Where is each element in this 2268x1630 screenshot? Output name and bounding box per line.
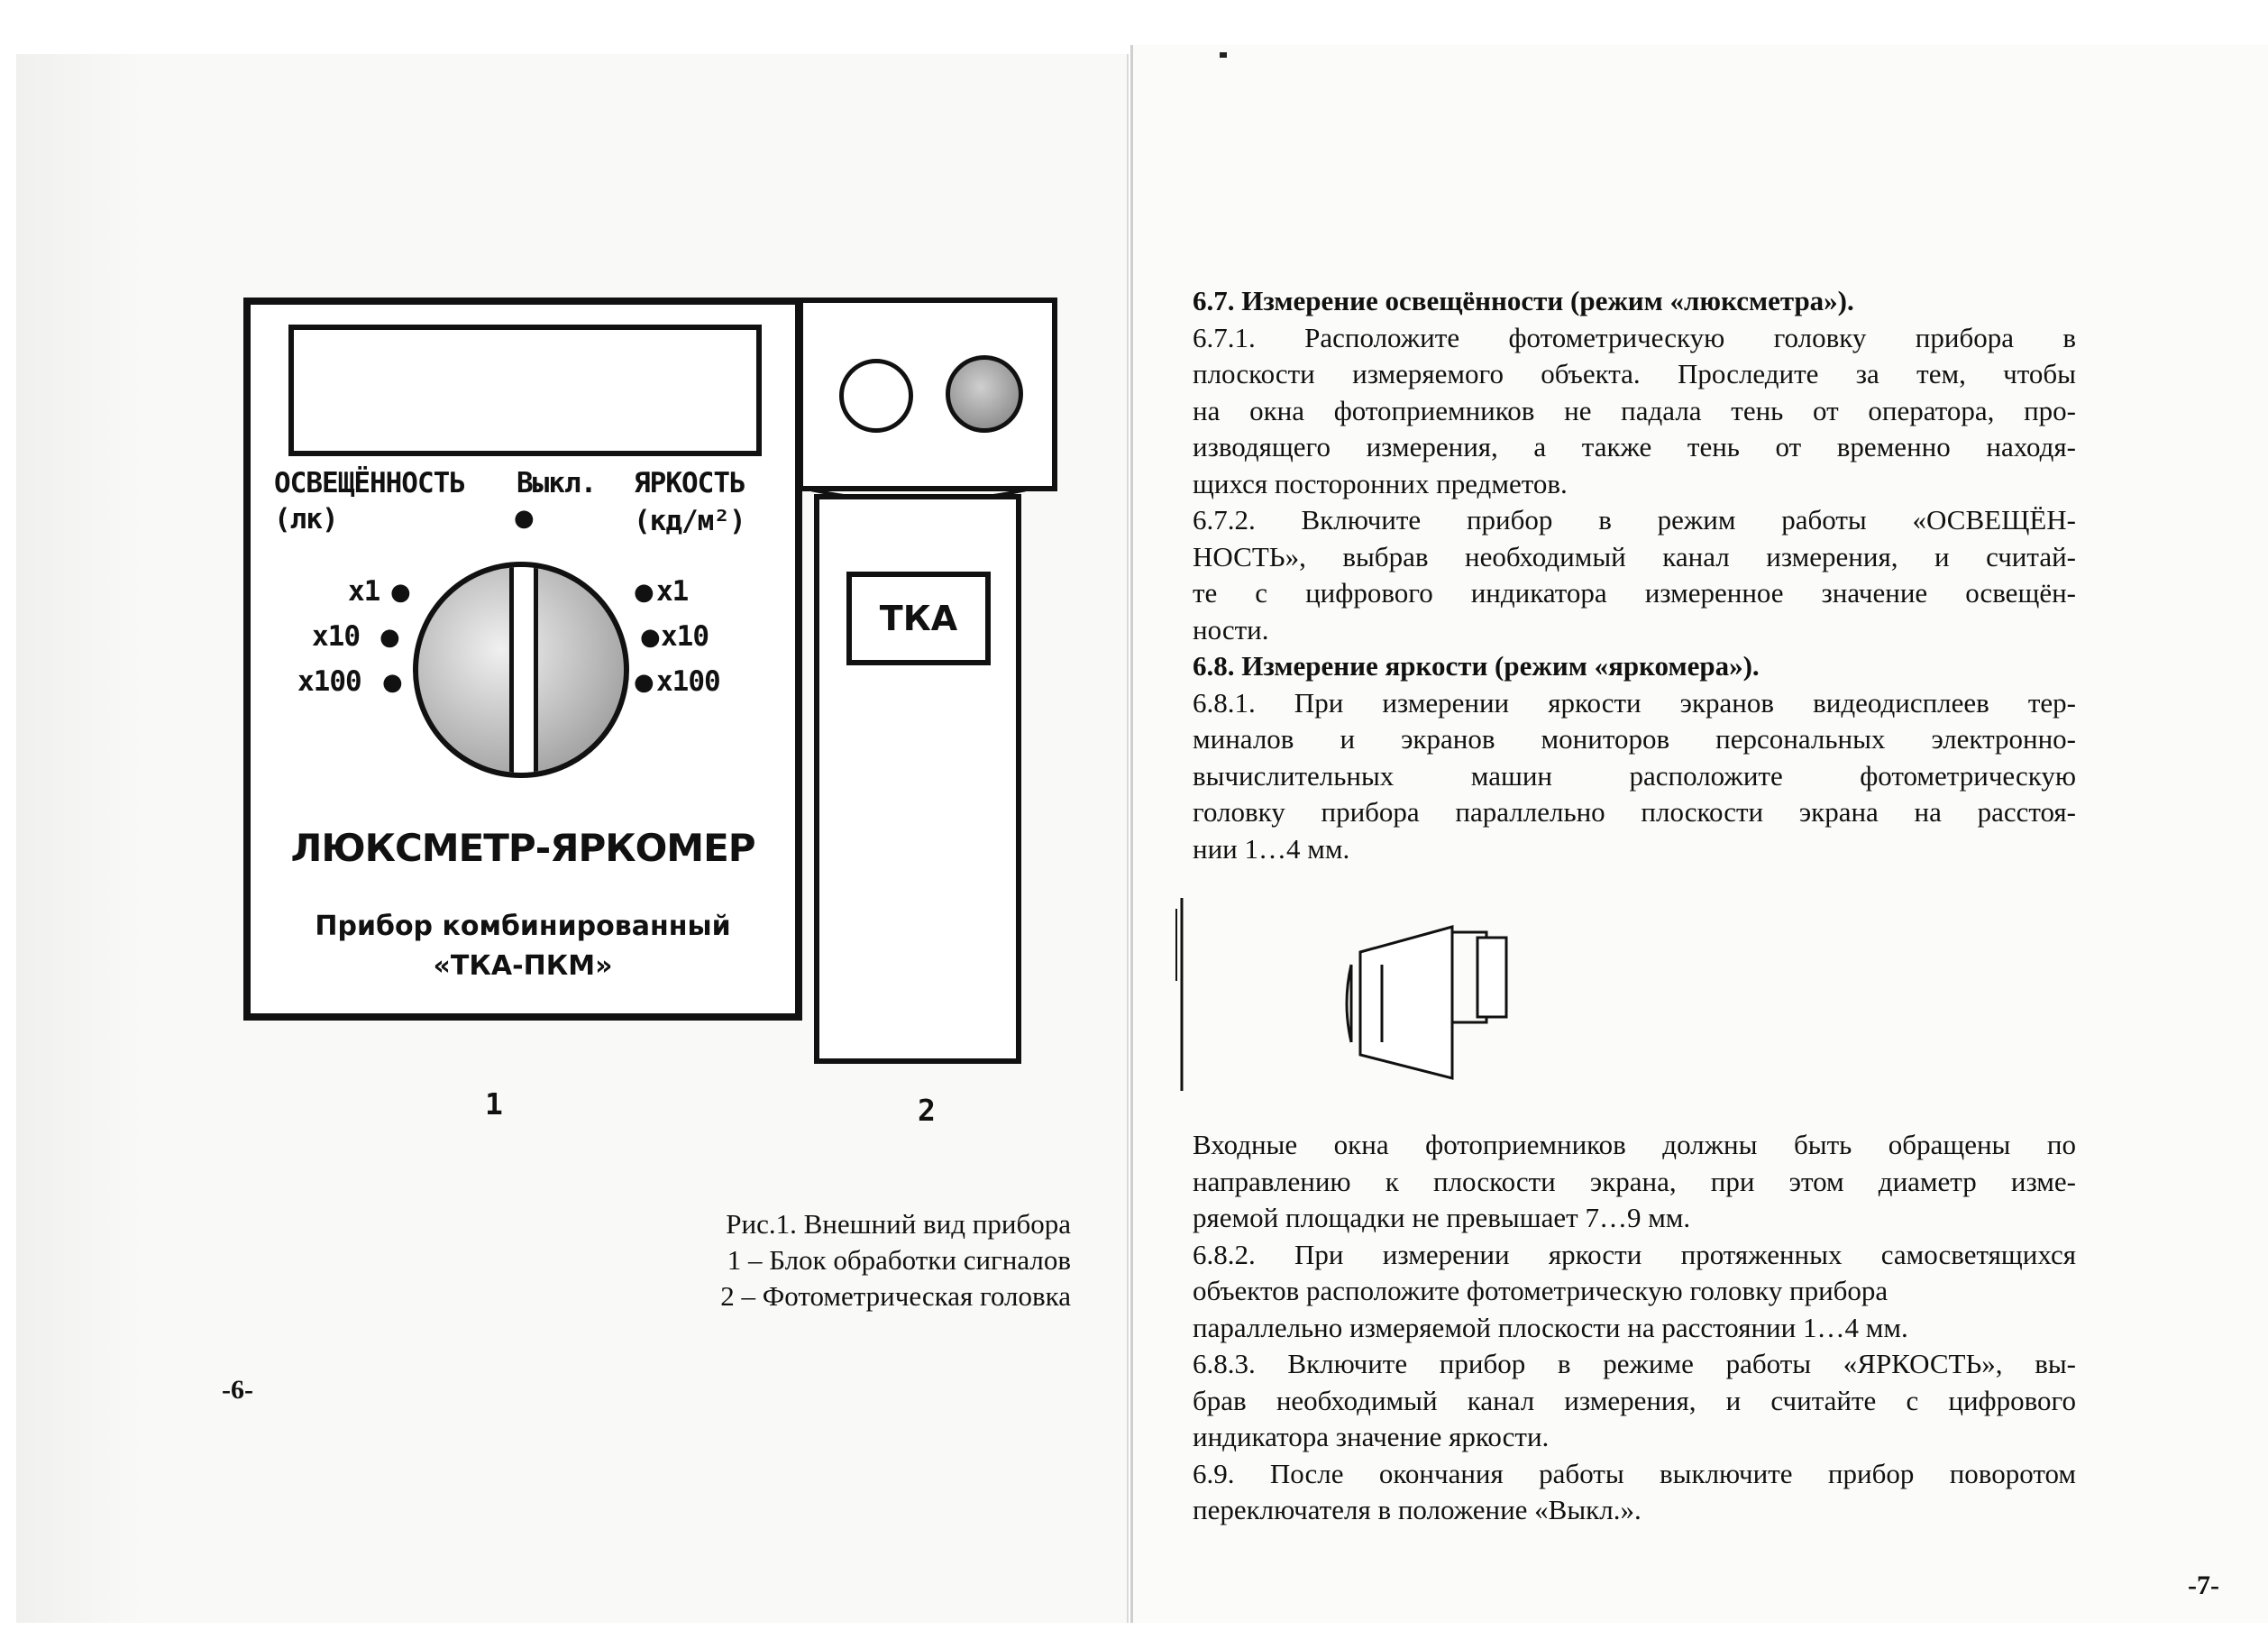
text-line: 6.8. Измерение яркости (режим «яркомера»). — [1193, 650, 1760, 682]
caption-line-1: Рис.1. Внешний вид прибора — [726, 1208, 1071, 1240]
text-line: щихся посторонних предметов. — [1193, 467, 1568, 499]
text-line: изводящего измерения, а также тень от временно находя- — [1193, 431, 2076, 462]
photometric-head-body — [814, 494, 1021, 1064]
range-dot: ● — [640, 624, 661, 651]
text-line: вычислительных машин расположите фотометрическую — [1193, 759, 2076, 792]
text-line: 6.8.1. При измерении яркости экранов видеодисплеев тер- — [1193, 686, 2076, 719]
range-switch-dial[interactable] — [413, 562, 629, 778]
section-text-top — [1193, 283, 2076, 867]
label-illuminance: ОСВЕЩЁННОСТЬ — [274, 467, 465, 499]
switch-knob[interactable] — [509, 562, 538, 778]
text-line: Входные окна фотоприемников должны быть обращены по — [1193, 1129, 2076, 1160]
label-off: Выкл. — [517, 467, 597, 499]
text-line: на окна фотоприемников не падала тень от оператора, про- — [1193, 394, 2076, 426]
device-block-1 — [243, 298, 802, 1021]
text-line: направлению к плоскости экрана, при этом диаметр изме- — [1193, 1165, 2076, 1197]
page-shadow — [16, 54, 142, 1623]
text-line: те с цифрового индикатора измеренное значение освещён- — [1193, 577, 2076, 609]
label-luminance: ЯРКОСТЬ — [634, 467, 745, 499]
range-dot: ● — [634, 579, 654, 606]
range-left-x100: x100 — [297, 665, 361, 698]
device-subtitle-line2: «ТКА-ПКМ» — [433, 950, 613, 982]
device-title: ЛЮКСМЕТР-ЯРКОМЕР — [290, 826, 755, 870]
text-line: ряемой площадки не превышает 7…9 мм. — [1193, 1202, 1691, 1233]
text-line: брав необходимый канал измерения, и считайте с цифрового — [1193, 1384, 2076, 1416]
range-dot: ● — [390, 579, 411, 606]
text-line: объектов расположите фотометрическую головку прибора — [1193, 1275, 1888, 1306]
text-line: 6.7.1. Расположите фотометрическую головку прибора в — [1193, 321, 2076, 353]
range-dot: ● — [634, 669, 654, 696]
range-right-x1: x1 — [656, 575, 689, 608]
text-line: ности. — [1193, 613, 1269, 646]
label-luminance-unit: (кд/м²) — [634, 505, 745, 537]
device-display — [288, 325, 762, 456]
printer-mark — [1220, 52, 1227, 58]
text-line: 6.7.2. Включите прибор в режим работы «ОСВЕЩЁН- — [1193, 504, 2076, 536]
text-line: 6.7. Измерение освещённости (режим «люксметра»). — [1193, 285, 1854, 316]
text-line: 6.8.2. При измерении яркости протяженных самосветящихся — [1193, 1238, 2076, 1270]
text-line: нии 1…4 мм. — [1193, 832, 1350, 865]
section-text-bottom — [1193, 1127, 2076, 1529]
text-line: головку прибора параллельно плоскости экрана на расстоя- — [1193, 796, 2076, 828]
figure-number-1: 1 — [485, 1086, 503, 1122]
text-line: 6.8.3. Включите прибор в режиме работы «ЯРКОСТЬ», вы- — [1193, 1348, 2076, 1379]
figure-number-2: 2 — [918, 1093, 936, 1128]
range-right-x100: x100 — [656, 665, 720, 698]
screen-measurement-diagram — [1166, 846, 1508, 1098]
photodetector-window-right — [946, 355, 1023, 433]
range-left-x1: x1 — [348, 575, 380, 608]
page-number-left: -6- — [222, 1375, 253, 1405]
range-dot: ● — [382, 669, 403, 696]
photodetector-window-left — [839, 359, 913, 433]
range-left-x10: x10 — [312, 620, 360, 653]
text-line: переключателя в положение «Выкл.». — [1193, 1494, 1642, 1525]
caption-line-3: 2 – Фотометрическая головка — [720, 1280, 1071, 1312]
text-line: НОСТЬ», выбрав необходимый канал измерения, и считай- — [1193, 540, 2076, 572]
right-page — [1130, 45, 2268, 1623]
off-position-dot: ● — [514, 505, 535, 532]
device-subtitle-line1: Прибор комбинированный — [315, 911, 731, 942]
figure-caption — [440, 1206, 1071, 1314]
range-dot: ● — [380, 624, 400, 651]
text-line: миналов и экранов мониторов персональных электронно- — [1193, 723, 2076, 755]
text-line: индикатора значение яркости. — [1193, 1421, 1550, 1452]
text-line: 6.9. После окончания работы выключите прибор поворотом — [1193, 1457, 2076, 1489]
label-illuminance-unit: (лк) — [274, 503, 338, 536]
text-line: плоскости измеряемого объекта. Проследите за тем, чтобы — [1193, 358, 2076, 389]
left-page — [16, 54, 1129, 1623]
photometric-head-top — [798, 298, 1057, 491]
head-label-box: ТКА — [846, 572, 991, 665]
range-right-x10: x10 — [661, 620, 709, 653]
caption-line-2: 1 – Блок обработки сигналов — [727, 1244, 1071, 1276]
page-number-right: -7- — [2188, 1570, 2219, 1600]
text-line: параллельно измеряемой плоскости на расстоянии 1…4 мм. — [1193, 1311, 1908, 1343]
